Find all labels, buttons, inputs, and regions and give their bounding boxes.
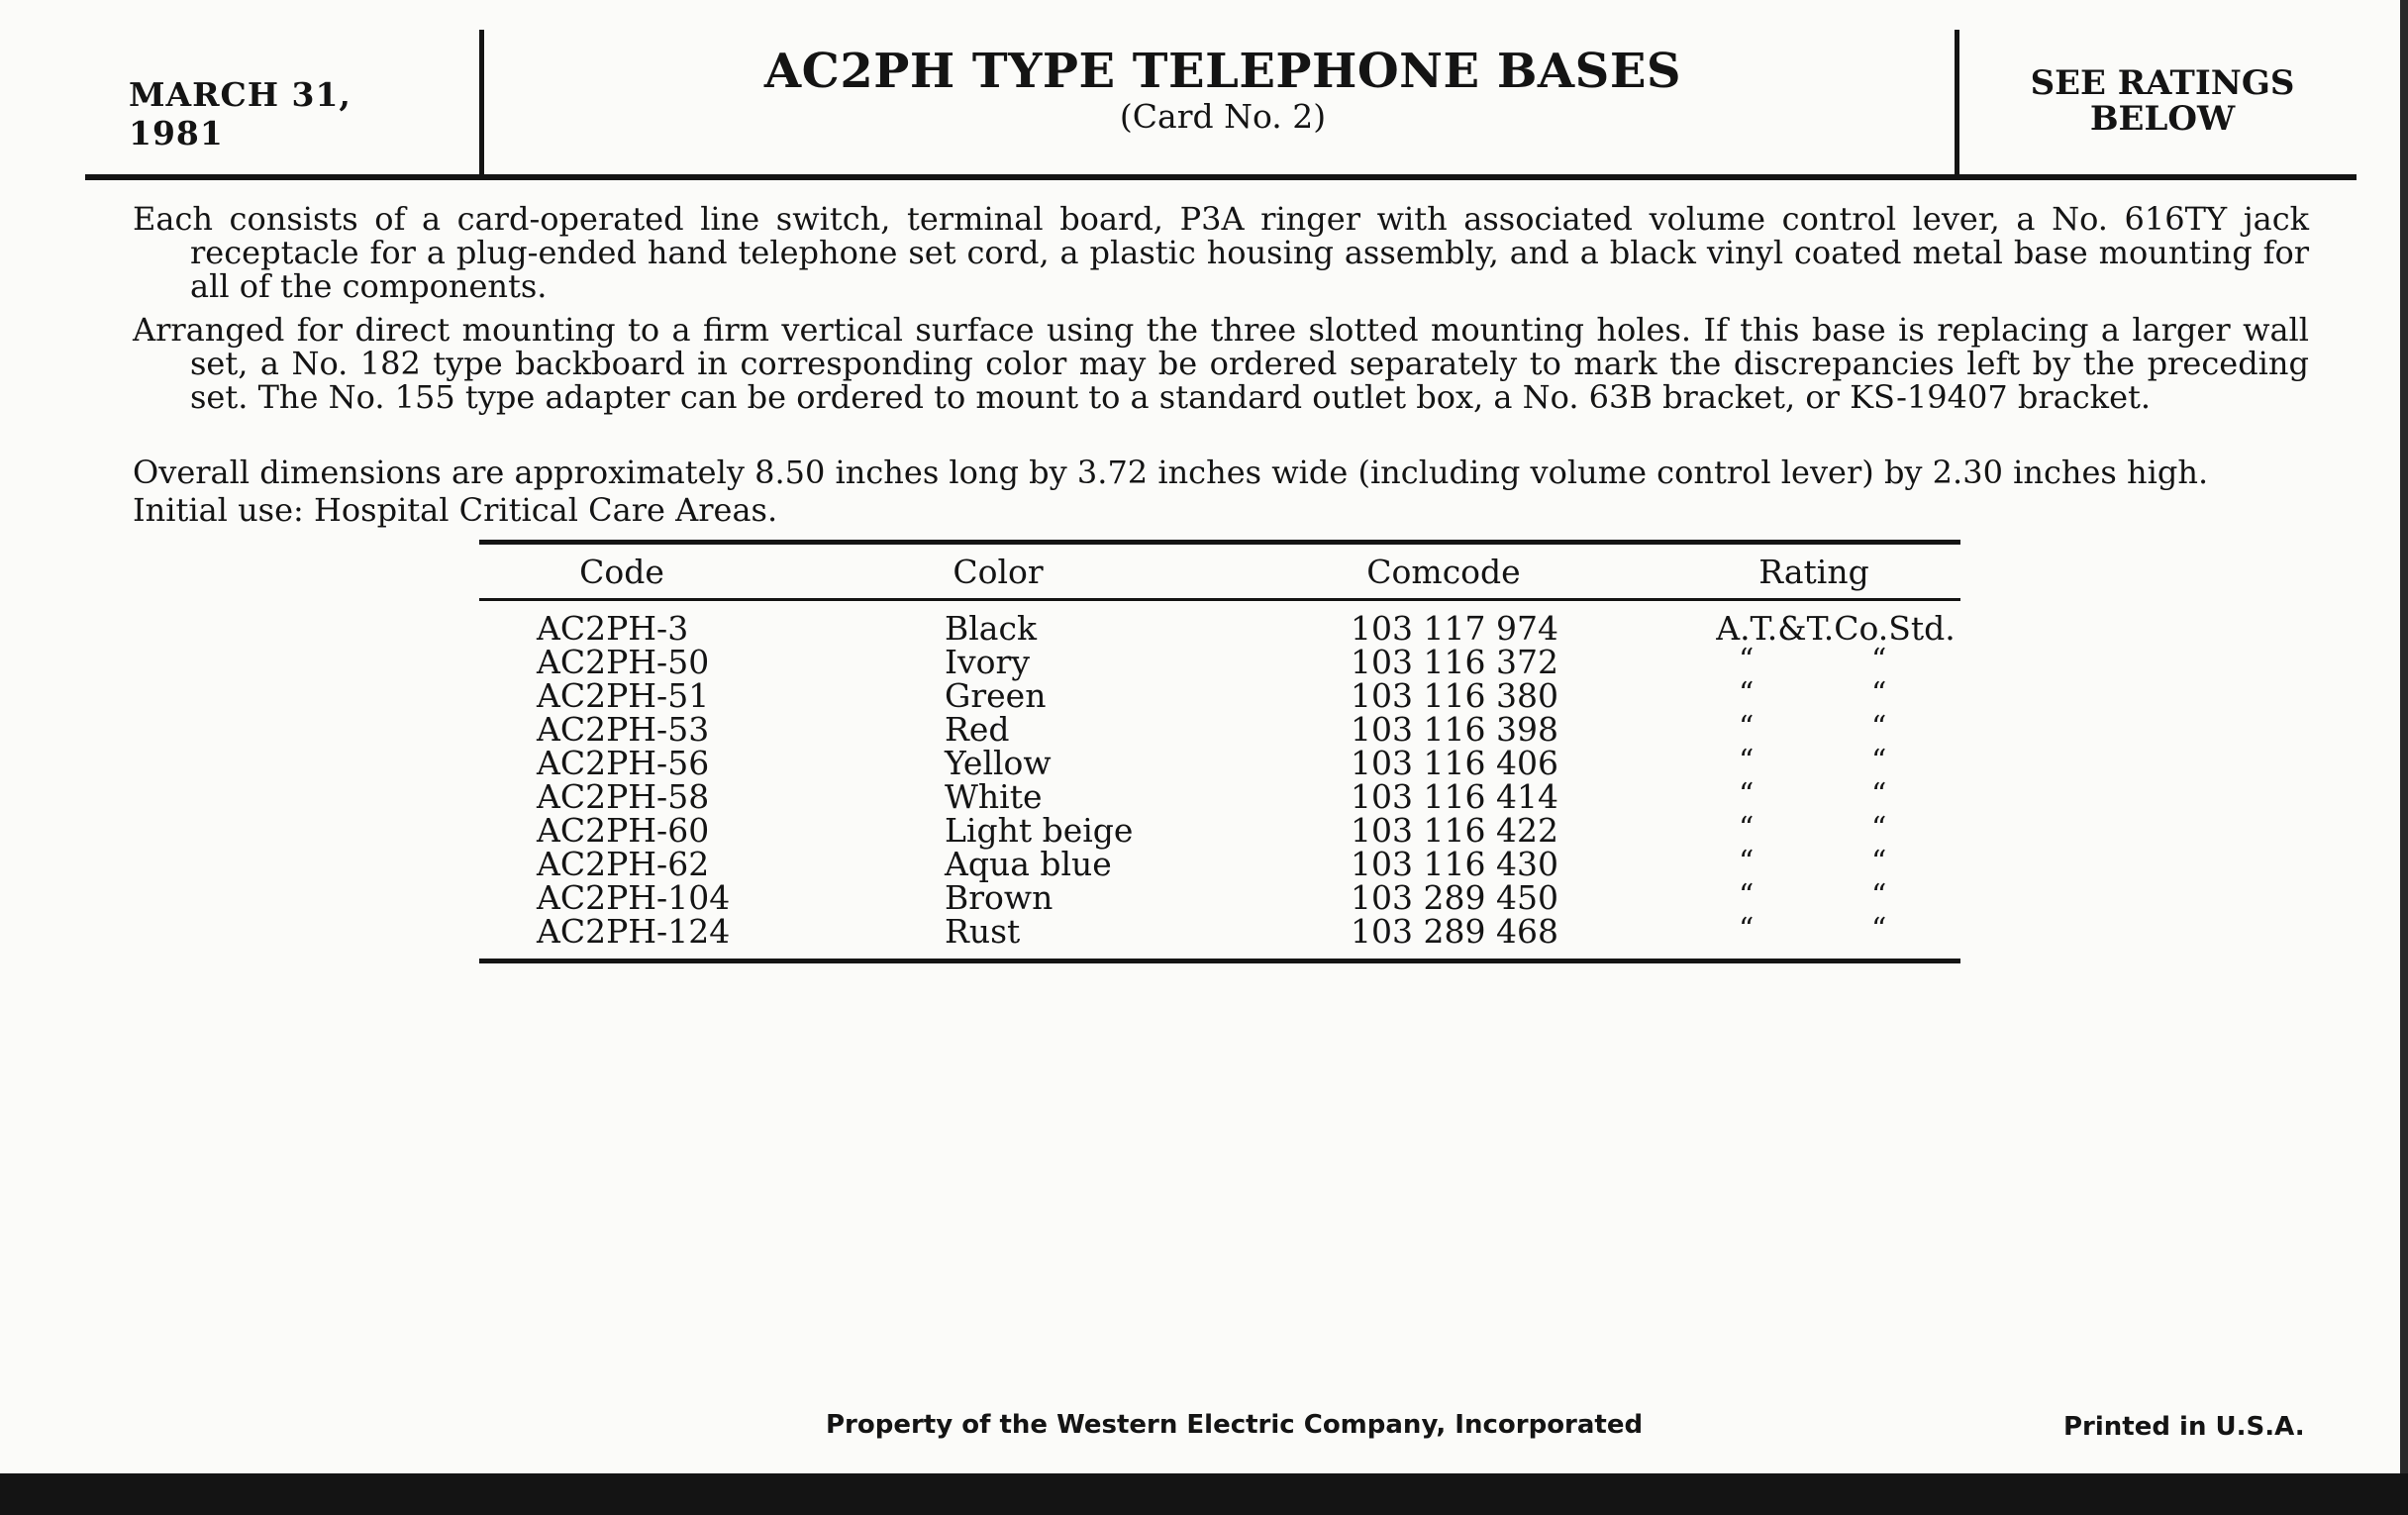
cell-rating-ditto: “ <box>1739 643 1755 677</box>
cell-rating-ditto: “ <box>1739 710 1755 745</box>
table-row <box>479 710 1960 749</box>
table-row <box>479 643 1960 681</box>
cell-color: Green <box>945 676 1047 715</box>
cell-rating-ditto: “ <box>1871 777 1887 812</box>
cell-rating-ditto: “ <box>1739 845 1755 879</box>
cell-comcode: 103 289 450 <box>1351 878 1558 917</box>
product-table-body <box>479 609 1960 951</box>
cell-code: AC2PH-51 <box>537 676 710 715</box>
property-notice: Property of the Western Electric Company, Incorporated <box>826 1410 1644 1440</box>
cell-rating-ditto: “ <box>1871 878 1887 913</box>
cell-rating-ditto: “ <box>1739 744 1755 778</box>
card-number: (Card No. 2) <box>1119 97 1327 136</box>
table-row <box>479 845 1960 883</box>
column-header-comcode: Comcode <box>1366 553 1521 591</box>
cell-code: AC2PH-50 <box>537 643 710 681</box>
cell-color: Aqua blue <box>945 845 1112 883</box>
issue-date: MARCH 31, 1981 <box>129 75 351 152</box>
cell-color: White <box>945 777 1043 816</box>
cell-comcode: 103 116 414 <box>1351 777 1558 816</box>
column-header-color: Color <box>953 553 1044 591</box>
cell-rating-ditto: “ <box>1739 676 1755 711</box>
header-divider-left <box>479 30 484 176</box>
cell-comcode: 103 116 406 <box>1351 744 1558 782</box>
cell-rating-ditto: “ <box>1871 676 1887 711</box>
column-header-code: Code <box>579 553 664 591</box>
cell-comcode: 103 117 974 <box>1351 609 1558 648</box>
card-edge-shadow <box>2400 0 2408 1473</box>
cell-code: AC2PH-53 <box>537 710 710 749</box>
mounting-paragraph: Arranged for direct mounting to a firm vertical surface using the three slotted mounting holes. If this base is replacing a larger wall set, a No. 182 type backboard in corresponding color may be ordered separately to mark the discrepancies left by the preceding set. The No. 155 type adapter can be ordered to mount to a standard outlet box, a No. 63B bracket, or KS-19407 bracket. <box>133 311 2309 416</box>
cell-rating-ditto: “ <box>1871 643 1887 677</box>
header-divider-right <box>1955 30 1959 176</box>
page-title: AC2PH TYPE TELEPHONE BASES <box>763 44 1682 99</box>
cell-color: Brown <box>945 878 1054 917</box>
cell-code: AC2PH-62 <box>537 845 710 883</box>
description-paragraph: Each consists of a card-operated line switch, terminal board, P3A ringer with associated volume control lever, a No. 616TY jack receptacle for a plug-ended hand telephone set cord, a plastic housing assembly, and a black vinyl coated metal base mounting for all of the components. <box>133 200 2309 305</box>
cell-code: AC2PH-124 <box>537 912 731 951</box>
cell-code: AC2PH-3 <box>537 609 689 648</box>
cell-code: AC2PH-60 <box>537 811 710 850</box>
cell-color: Rust <box>945 912 1021 951</box>
cell-comcode: 103 289 468 <box>1351 912 1558 951</box>
cell-color: Light beige <box>945 811 1134 850</box>
header-rule <box>85 174 2357 180</box>
cell-color: Red <box>945 710 1010 749</box>
table-row <box>479 811 1960 850</box>
cell-comcode: 103 116 430 <box>1351 845 1558 883</box>
cell-code: AC2PH-56 <box>537 744 710 782</box>
cell-color: Ivory <box>945 643 1030 681</box>
printed-notice: Printed in U.S.A. <box>2063 1412 2305 1442</box>
initial-use-paragraph: Initial use: Hospital Critical Care Areas. <box>133 491 778 529</box>
cell-comcode: 103 116 422 <box>1351 811 1558 850</box>
cell-rating-ditto: “ <box>1739 912 1755 947</box>
table-top-rule <box>479 540 1960 545</box>
table-bottom-rule <box>479 959 1960 963</box>
cell-rating-ditto: “ <box>1739 878 1755 913</box>
table-row <box>479 912 1960 951</box>
ratings-note-line1: SEE RATINGS <box>2030 63 2295 103</box>
table-row <box>479 609 1960 648</box>
table-header-rule <box>479 598 1960 601</box>
column-header-rating: Rating <box>1758 553 1869 591</box>
cell-rating-ditto: “ <box>1871 710 1887 745</box>
table-row <box>479 878 1960 917</box>
cell-comcode: 103 116 380 <box>1351 676 1558 715</box>
cell-comcode: 103 116 398 <box>1351 710 1558 749</box>
cell-comcode: 103 116 372 <box>1351 643 1558 681</box>
cell-color: Black <box>945 609 1037 648</box>
ratings-note-line2: BELOW <box>2089 99 2236 139</box>
cell-code: AC2PH-104 <box>537 878 731 917</box>
cell-rating-ditto: “ <box>1871 744 1887 778</box>
cell-rating-ditto: “ <box>1871 845 1887 879</box>
table-row <box>479 744 1960 782</box>
cell-rating-ditto: “ <box>1871 811 1887 846</box>
table-row <box>479 777 1960 816</box>
dimensions-paragraph: Overall dimensions are approximately 8.50 inches long by 3.72 inches wide (including volume control lever) by 2.30 inches high. <box>133 454 2209 491</box>
cell-rating: A.T.&T.Co.Std. <box>1716 609 1956 648</box>
cell-rating-ditto: “ <box>1871 912 1887 947</box>
scan-background <box>0 1473 2408 1515</box>
cell-rating-ditto: “ <box>1739 811 1755 846</box>
cell-rating-ditto: “ <box>1739 777 1755 812</box>
cell-color: Yellow <box>945 744 1052 782</box>
table-row <box>479 676 1960 715</box>
ratings-note <box>1964 65 2360 137</box>
cell-code: AC2PH-58 <box>537 777 710 816</box>
